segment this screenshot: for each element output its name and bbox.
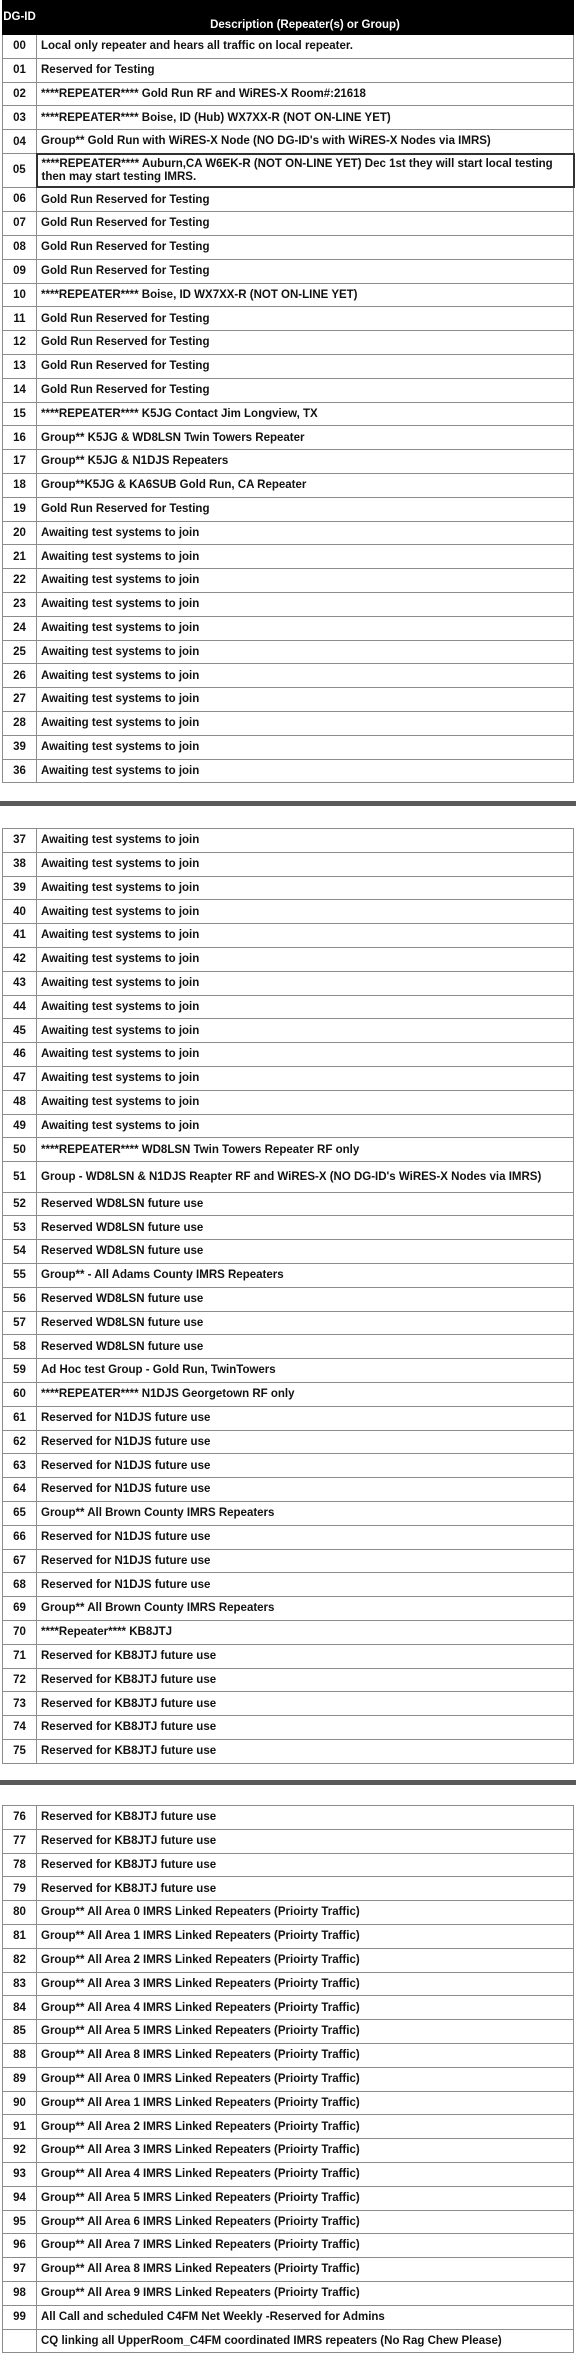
- table-row: [3, 2115, 574, 2139]
- table-row: [3, 1692, 574, 1716]
- description-cell: Awaiting test systems to join: [37, 1043, 574, 1067]
- description-cell: ****REPEATER**** Gold Run RF and WiRES-X Room#:21618: [37, 82, 574, 106]
- description-cell: Awaiting test systems to join: [37, 593, 574, 617]
- description-cell: Group** All Area 5 IMRS Linked Repeaters (Prioirty Traffic): [37, 2020, 574, 2044]
- dgid-cell: 03: [3, 106, 37, 130]
- table-row: [3, 1924, 574, 1948]
- dgid-cell: 19: [3, 497, 37, 521]
- description-cell: Gold Run Reserved for Testing: [37, 497, 574, 521]
- dgid-cell: 75: [3, 1739, 37, 1763]
- table-section-1: [2, 0, 573, 783]
- description-cell: Group** All Area 5 IMRS Linked Repeaters (Prioirty Traffic): [37, 2186, 574, 2210]
- description-cell: ****REPEATER**** Boise, ID (Hub) WX7XX-R (NOT ON-LINE YET): [37, 106, 574, 130]
- dgid-column-header: DG-ID: [3, 1, 37, 35]
- table-row: [3, 331, 574, 355]
- description-cell: Awaiting test systems to join: [37, 521, 574, 545]
- table-row: [3, 1806, 574, 1830]
- description-cell: Awaiting test systems to join: [37, 569, 574, 593]
- description-cell: Group** All Area 7 IMRS Linked Repeaters (Prioirty Traffic): [37, 2234, 574, 2258]
- dgid-cell: 47: [3, 1066, 37, 1090]
- dgid-cell: 16: [3, 426, 37, 450]
- dgid-cell: 61: [3, 1406, 37, 1430]
- dgid-cell: 98: [3, 2281, 37, 2305]
- description-cell: ****REPEATER**** WD8LSN Twin Towers Repeater RF only: [37, 1138, 574, 1162]
- table-row: [3, 1383, 574, 1407]
- table-row: [3, 1287, 574, 1311]
- description-cell: Ad Hoc test Group - Gold Run, TwinTowers: [37, 1359, 574, 1383]
- description-cell: ****REPEATER**** Auburn,CA W6EK-R (NOT ON-LINE YET) Dec 1st they will start local testing then may start testing IMRS.: [37, 154, 574, 188]
- table-row: [3, 2091, 574, 2115]
- description-cell: Reserved for KB8JTJ future use: [37, 1806, 574, 1830]
- table-row: [3, 1216, 574, 1240]
- table-row: [3, 1948, 574, 1972]
- dgid-cell: 41: [3, 924, 37, 948]
- dgid-cell: 93: [3, 2162, 37, 2186]
- dgid-cell: 71: [3, 1644, 37, 1668]
- table-row: [3, 1478, 574, 1502]
- dgid-cell: 65: [3, 1502, 37, 1526]
- description-cell: Awaiting test systems to join: [37, 1090, 574, 1114]
- description-cell: Group** All Area 2 IMRS Linked Repeaters (Prioirty Traffic): [37, 2115, 574, 2139]
- dgid-cell: 94: [3, 2186, 37, 2210]
- dgid-cell: 07: [3, 212, 37, 236]
- description-cell: Awaiting test systems to join: [37, 616, 574, 640]
- description-cell: Reserved for KB8JTJ future use: [37, 1644, 574, 1668]
- description-cell: Reserved WD8LSN future use: [37, 1335, 574, 1359]
- dgid-cell: 08: [3, 236, 37, 260]
- table-row: [3, 2139, 574, 2163]
- table-section-2: [2, 828, 573, 1764]
- dgid-cell: 38: [3, 852, 37, 876]
- description-cell: Awaiting test systems to join: [37, 852, 574, 876]
- dgid-cell: 60: [3, 1383, 37, 1407]
- table-row: [3, 664, 574, 688]
- dgid-cell: 18: [3, 474, 37, 498]
- description-cell: Awaiting test systems to join: [37, 545, 574, 569]
- dgid-cell: 82: [3, 1948, 37, 1972]
- description-cell: Reserved for KB8JTJ future use: [37, 1829, 574, 1853]
- description-cell: Reserved for N1DJS future use: [37, 1454, 574, 1478]
- table-row: [3, 521, 574, 545]
- table-row: [3, 1043, 574, 1067]
- table-row: [3, 1066, 574, 1090]
- description-cell: Reserved for N1DJS future use: [37, 1430, 574, 1454]
- description-cell: ****REPEATER**** K5JG Contact Jim Longview, TX: [37, 402, 574, 426]
- dgid-cell: 88: [3, 2043, 37, 2067]
- table-row: [3, 1502, 574, 1526]
- section-divider: [0, 1780, 576, 1785]
- description-cell: Group** - All Adams County IMRS Repeaters: [37, 1264, 574, 1288]
- description-cell: Group** All Area 2 IMRS Linked Repeaters (Prioirty Traffic): [37, 1948, 574, 1972]
- dgid-cell: 48: [3, 1090, 37, 1114]
- table-row: [3, 154, 574, 188]
- dgid-cell: 70: [3, 1621, 37, 1645]
- dgid-cell: 45: [3, 1019, 37, 1043]
- description-cell: Awaiting test systems to join: [37, 947, 574, 971]
- table-row: [3, 1597, 574, 1621]
- dgid-cell: 13: [3, 355, 37, 379]
- table-row: [3, 2258, 574, 2282]
- table-row: [3, 1739, 574, 1763]
- description-cell: Group** All Area 9 IMRS Linked Repeaters (Prioirty Traffic): [37, 2281, 574, 2305]
- dgid-cell: 57: [3, 1311, 37, 1335]
- dgid-cell: 84: [3, 1996, 37, 2020]
- dgid-cell: 99: [3, 2305, 37, 2329]
- table-row: [3, 1525, 574, 1549]
- description-cell: Awaiting test systems to join: [37, 712, 574, 736]
- description-cell: Awaiting test systems to join: [37, 924, 574, 948]
- description-cell: Reserved for N1DJS future use: [37, 1406, 574, 1430]
- dgid-cell: 22: [3, 569, 37, 593]
- table-row: [3, 712, 574, 736]
- table-row: [3, 1829, 574, 1853]
- dgid-cell: 00: [3, 35, 37, 59]
- dgid-cell: 52: [3, 1192, 37, 1216]
- table-row: [3, 1549, 574, 1573]
- dgid-cell: 51: [3, 1162, 37, 1193]
- dgid-cell: 92: [3, 2139, 37, 2163]
- description-cell: ****Repeater**** KB8JTJ: [37, 1621, 574, 1645]
- description-cell: Awaiting test systems to join: [37, 1019, 574, 1043]
- description-cell: Reserved for KB8JTJ future use: [37, 1739, 574, 1763]
- table-row: [3, 1454, 574, 1478]
- table-row: [3, 2162, 574, 2186]
- dgid-cell: 39: [3, 876, 37, 900]
- dgid-cell: 81: [3, 1924, 37, 1948]
- table-row: [3, 187, 574, 211]
- table-row: [3, 2186, 574, 2210]
- table-row: [3, 259, 574, 283]
- dgid-cell: 14: [3, 378, 37, 402]
- table-row: [3, 1264, 574, 1288]
- dgid-cell: 01: [3, 58, 37, 82]
- table-row: [3, 1877, 574, 1901]
- dgid-cell: 90: [3, 2091, 37, 2115]
- description-column-header: Description (Repeater(s) or Group): [37, 1, 574, 35]
- description-cell: ****REPEATER**** Boise, ID WX7XX-R (NOT ON-LINE YET): [37, 283, 574, 307]
- table-body-2: [3, 829, 574, 1764]
- description-cell: Gold Run Reserved for Testing: [37, 259, 574, 283]
- dgid-cell: 46: [3, 1043, 37, 1067]
- table-row: [3, 2305, 574, 2329]
- dgid-cell: 43: [3, 971, 37, 995]
- table-row: [3, 355, 574, 379]
- description-cell: Awaiting test systems to join: [37, 688, 574, 712]
- dgid-cell: 21: [3, 545, 37, 569]
- dgid-cell: 23: [3, 593, 37, 617]
- table-row: [3, 569, 574, 593]
- description-cell: Awaiting test systems to join: [37, 995, 574, 1019]
- description-cell: Group** K5JG & WD8LSN Twin Towers Repeater: [37, 426, 574, 450]
- table-body-1: [3, 35, 574, 783]
- description-cell: All Call and scheduled C4FM Net Weekly -Reserved for Admins: [37, 2305, 574, 2329]
- table-row: [3, 593, 574, 617]
- description-cell: Group** All Area 0 IMRS Linked Repeaters (Prioirty Traffic): [37, 2067, 574, 2091]
- description-cell: Group** All Area 4 IMRS Linked Repeaters (Prioirty Traffic): [37, 2162, 574, 2186]
- table-row: [3, 1359, 574, 1383]
- description-cell: Group** All Area 8 IMRS Linked Repeaters (Prioirty Traffic): [37, 2258, 574, 2282]
- dgid-cell: 20: [3, 521, 37, 545]
- description-cell: Reserved for N1DJS future use: [37, 1478, 574, 1502]
- description-cell: Gold Run Reserved for Testing: [37, 307, 574, 331]
- dgid-cell: 67: [3, 1549, 37, 1573]
- description-cell: Awaiting test systems to join: [37, 876, 574, 900]
- description-cell: Local only repeater and hears all traffic on local repeater.: [37, 35, 574, 59]
- description-cell: Group** All Brown County IMRS Repeaters: [37, 1597, 574, 1621]
- description-cell: Gold Run Reserved for Testing: [37, 331, 574, 355]
- description-cell: Reserved for KB8JTJ future use: [37, 1692, 574, 1716]
- dgid-cell: [3, 2329, 37, 2353]
- table-row: [3, 2210, 574, 2234]
- description-cell: Reserved for N1DJS future use: [37, 1549, 574, 1573]
- table-row: [3, 688, 574, 712]
- dgid-cell: 06: [3, 187, 37, 211]
- dgid-cell: 66: [3, 1525, 37, 1549]
- table-row: [3, 1090, 574, 1114]
- table-row: [3, 1430, 574, 1454]
- table-row: [3, 283, 574, 307]
- description-cell: Group** All Area 1 IMRS Linked Repeaters (Prioirty Traffic): [37, 2091, 574, 2115]
- table-row: [3, 545, 574, 569]
- dgid-cell: 63: [3, 1454, 37, 1478]
- dgid-table-2: [2, 828, 574, 1764]
- table-row: [3, 106, 574, 130]
- table-row: [3, 1192, 574, 1216]
- description-cell: Reserved WD8LSN future use: [37, 1192, 574, 1216]
- table-row: [3, 1573, 574, 1597]
- dgid-cell: 77: [3, 1829, 37, 1853]
- section-divider: [0, 801, 576, 806]
- table-row: [3, 497, 574, 521]
- dgid-cell: 05: [3, 154, 37, 188]
- table-row: [3, 876, 574, 900]
- table-row: [3, 307, 574, 331]
- table-row: [3, 1019, 574, 1043]
- dgid-cell: 64: [3, 1478, 37, 1502]
- table-row: [3, 924, 574, 948]
- table-row: [3, 947, 574, 971]
- dgid-cell: 56: [3, 1287, 37, 1311]
- table-row: [3, 2234, 574, 2258]
- description-cell: Group** All Area 1 IMRS Linked Repeaters (Prioirty Traffic): [37, 1924, 574, 1948]
- description-cell: Group** All Area 3 IMRS Linked Repeaters (Prioirty Traffic): [37, 2139, 574, 2163]
- dgid-cell: 76: [3, 1806, 37, 1830]
- description-cell: Awaiting test systems to join: [37, 829, 574, 853]
- dgid-table-3: [2, 1805, 574, 2353]
- table-row: [3, 1162, 574, 1193]
- table-row: [3, 900, 574, 924]
- description-cell: Group** All Area 3 IMRS Linked Repeaters (Prioirty Traffic): [37, 1972, 574, 1996]
- table-row: [3, 426, 574, 450]
- description-cell: Awaiting test systems to join: [37, 735, 574, 759]
- table-row: [3, 1621, 574, 1645]
- description-cell: Gold Run Reserved for Testing: [37, 187, 574, 211]
- table-row: [3, 236, 574, 260]
- dgid-cell: 40: [3, 900, 37, 924]
- description-cell: Group** All Area 6 IMRS Linked Repeaters (Prioirty Traffic): [37, 2210, 574, 2234]
- description-cell: Reserved for N1DJS future use: [37, 1573, 574, 1597]
- dgid-cell: 58: [3, 1335, 37, 1359]
- table-row: [3, 640, 574, 664]
- description-cell: Reserved WD8LSN future use: [37, 1311, 574, 1335]
- dgid-cell: 68: [3, 1573, 37, 1597]
- table-row: [3, 1901, 574, 1925]
- dgid-cell: 36: [3, 759, 37, 783]
- description-cell: Reserved for KB8JTJ future use: [37, 1853, 574, 1877]
- dgid-cell: 74: [3, 1716, 37, 1740]
- table-row: [3, 1138, 574, 1162]
- table-row: [3, 1240, 574, 1264]
- dgid-cell: 09: [3, 259, 37, 283]
- table-row: [3, 995, 574, 1019]
- table-row: [3, 212, 574, 236]
- table-row: [3, 1406, 574, 1430]
- table-row: [3, 450, 574, 474]
- dgid-cell: 80: [3, 1901, 37, 1925]
- table-body-3: [3, 1806, 574, 2353]
- table-row: [3, 474, 574, 498]
- dgid-cell: 55: [3, 1264, 37, 1288]
- table-row: [3, 829, 574, 853]
- table-row: [3, 2020, 574, 2044]
- description-cell: Awaiting test systems to join: [37, 971, 574, 995]
- table-row: [3, 58, 574, 82]
- dgid-cell: 62: [3, 1430, 37, 1454]
- dgid-cell: 27: [3, 688, 37, 712]
- description-cell: ****REPEATER**** N1DJS Georgetown RF only: [37, 1383, 574, 1407]
- table-header-row: [3, 1, 574, 35]
- description-cell: Gold Run Reserved for Testing: [37, 236, 574, 260]
- dgid-cell: 79: [3, 1877, 37, 1901]
- description-cell: Group** K5JG & N1DJS Repeaters: [37, 450, 574, 474]
- dgid-cell: 97: [3, 2258, 37, 2282]
- dgid-cell: 69: [3, 1597, 37, 1621]
- dgid-cell: 42: [3, 947, 37, 971]
- table-row: [3, 130, 574, 154]
- description-cell: Group** All Area 4 IMRS Linked Repeaters (Prioirty Traffic): [37, 1996, 574, 2020]
- table-row: [3, 82, 574, 106]
- description-cell: Reserved for Testing: [37, 58, 574, 82]
- dgid-cell: 17: [3, 450, 37, 474]
- description-cell: Awaiting test systems to join: [37, 664, 574, 688]
- dgid-cell: 15: [3, 402, 37, 426]
- dgid-cell: 44: [3, 995, 37, 1019]
- dgid-cell: 59: [3, 1359, 37, 1383]
- table-row: [3, 2043, 574, 2067]
- dgid-cell: 91: [3, 2115, 37, 2139]
- description-cell: Group** Gold Run with WiRES-X Node (NO DG-ID's with WiRES-X Nodes via IMRS): [37, 130, 574, 154]
- description-cell: Reserved for KB8JTJ future use: [37, 1716, 574, 1740]
- table-row: [3, 852, 574, 876]
- description-cell: Gold Run Reserved for Testing: [37, 212, 574, 236]
- description-cell: Awaiting test systems to join: [37, 759, 574, 783]
- dgid-cell: 53: [3, 1216, 37, 1240]
- dgid-cell: 25: [3, 640, 37, 664]
- description-cell: Awaiting test systems to join: [37, 900, 574, 924]
- dgid-cell: 49: [3, 1114, 37, 1138]
- description-cell: Awaiting test systems to join: [37, 1066, 574, 1090]
- table-row: [3, 2281, 574, 2305]
- dgid-cell: 26: [3, 664, 37, 688]
- dgid-cell: 89: [3, 2067, 37, 2091]
- dgid-cell: 39: [3, 735, 37, 759]
- dgid-cell: 95: [3, 2210, 37, 2234]
- table-row: [3, 35, 574, 59]
- dgid-cell: 85: [3, 2020, 37, 2044]
- table-row: [3, 2067, 574, 2091]
- dgid-cell: 11: [3, 307, 37, 331]
- table-row: [3, 1114, 574, 1138]
- table-row: [3, 378, 574, 402]
- dgid-cell: 54: [3, 1240, 37, 1264]
- table-section-3: [2, 1805, 573, 2353]
- table-row: [3, 1716, 574, 1740]
- description-cell: Awaiting test systems to join: [37, 640, 574, 664]
- table-row: [3, 616, 574, 640]
- description-cell: Reserved for KB8JTJ future use: [37, 1668, 574, 1692]
- dgid-cell: 02: [3, 82, 37, 106]
- table-row: [3, 1335, 574, 1359]
- dgid-cell: 24: [3, 616, 37, 640]
- description-cell: Reserved WD8LSN future use: [37, 1287, 574, 1311]
- dgid-table-1: [2, 0, 575, 783]
- description-cell: Gold Run Reserved for Testing: [37, 355, 574, 379]
- description-cell: Group**K5JG & KA6SUB Gold Run, CA Repeater: [37, 474, 574, 498]
- dgid-cell: 96: [3, 2234, 37, 2258]
- description-cell: Group** All Brown County IMRS Repeaters: [37, 1502, 574, 1526]
- description-cell: Reserved for N1DJS future use: [37, 1525, 574, 1549]
- table-row: [3, 1311, 574, 1335]
- dgid-cell: 04: [3, 130, 37, 154]
- table-row: [3, 1996, 574, 2020]
- table-row: [3, 2329, 574, 2353]
- description-cell: CQ linking all UpperRoom_C4FM coordinated IMRS repeaters (No Rag Chew Please): [37, 2329, 574, 2353]
- table-row: [3, 1853, 574, 1877]
- table-row: [3, 402, 574, 426]
- dgid-cell: 50: [3, 1138, 37, 1162]
- dgid-cell: 10: [3, 283, 37, 307]
- table-row: [3, 1668, 574, 1692]
- dgid-cell: 78: [3, 1853, 37, 1877]
- description-cell: Reserved for KB8JTJ future use: [37, 1877, 574, 1901]
- dgid-cell: 83: [3, 1972, 37, 1996]
- description-cell: Reserved WD8LSN future use: [37, 1216, 574, 1240]
- description-cell: Group** All Area 0 IMRS Linked Repeaters (Prioirty Traffic): [37, 1901, 574, 1925]
- description-cell: Awaiting test systems to join: [37, 1114, 574, 1138]
- dgid-cell: 72: [3, 1668, 37, 1692]
- table-row: [3, 971, 574, 995]
- description-cell: Group - WD8LSN & N1DJS Reapter RF and WiRES-X (NO DG-ID's WiRES-X Nodes via IMRS): [37, 1162, 574, 1193]
- description-cell: Group** All Area 8 IMRS Linked Repeaters (Prioirty Traffic): [37, 2043, 574, 2067]
- table-row: [3, 735, 574, 759]
- table-row: [3, 1972, 574, 1996]
- dgid-cell: 73: [3, 1692, 37, 1716]
- table-row: [3, 1644, 574, 1668]
- table-row: [3, 759, 574, 783]
- description-cell: Gold Run Reserved for Testing: [37, 378, 574, 402]
- dgid-cell: 12: [3, 331, 37, 355]
- description-cell: Reserved WD8LSN future use: [37, 1240, 574, 1264]
- dgid-cell: 28: [3, 712, 37, 736]
- dgid-cell: 37: [3, 829, 37, 853]
